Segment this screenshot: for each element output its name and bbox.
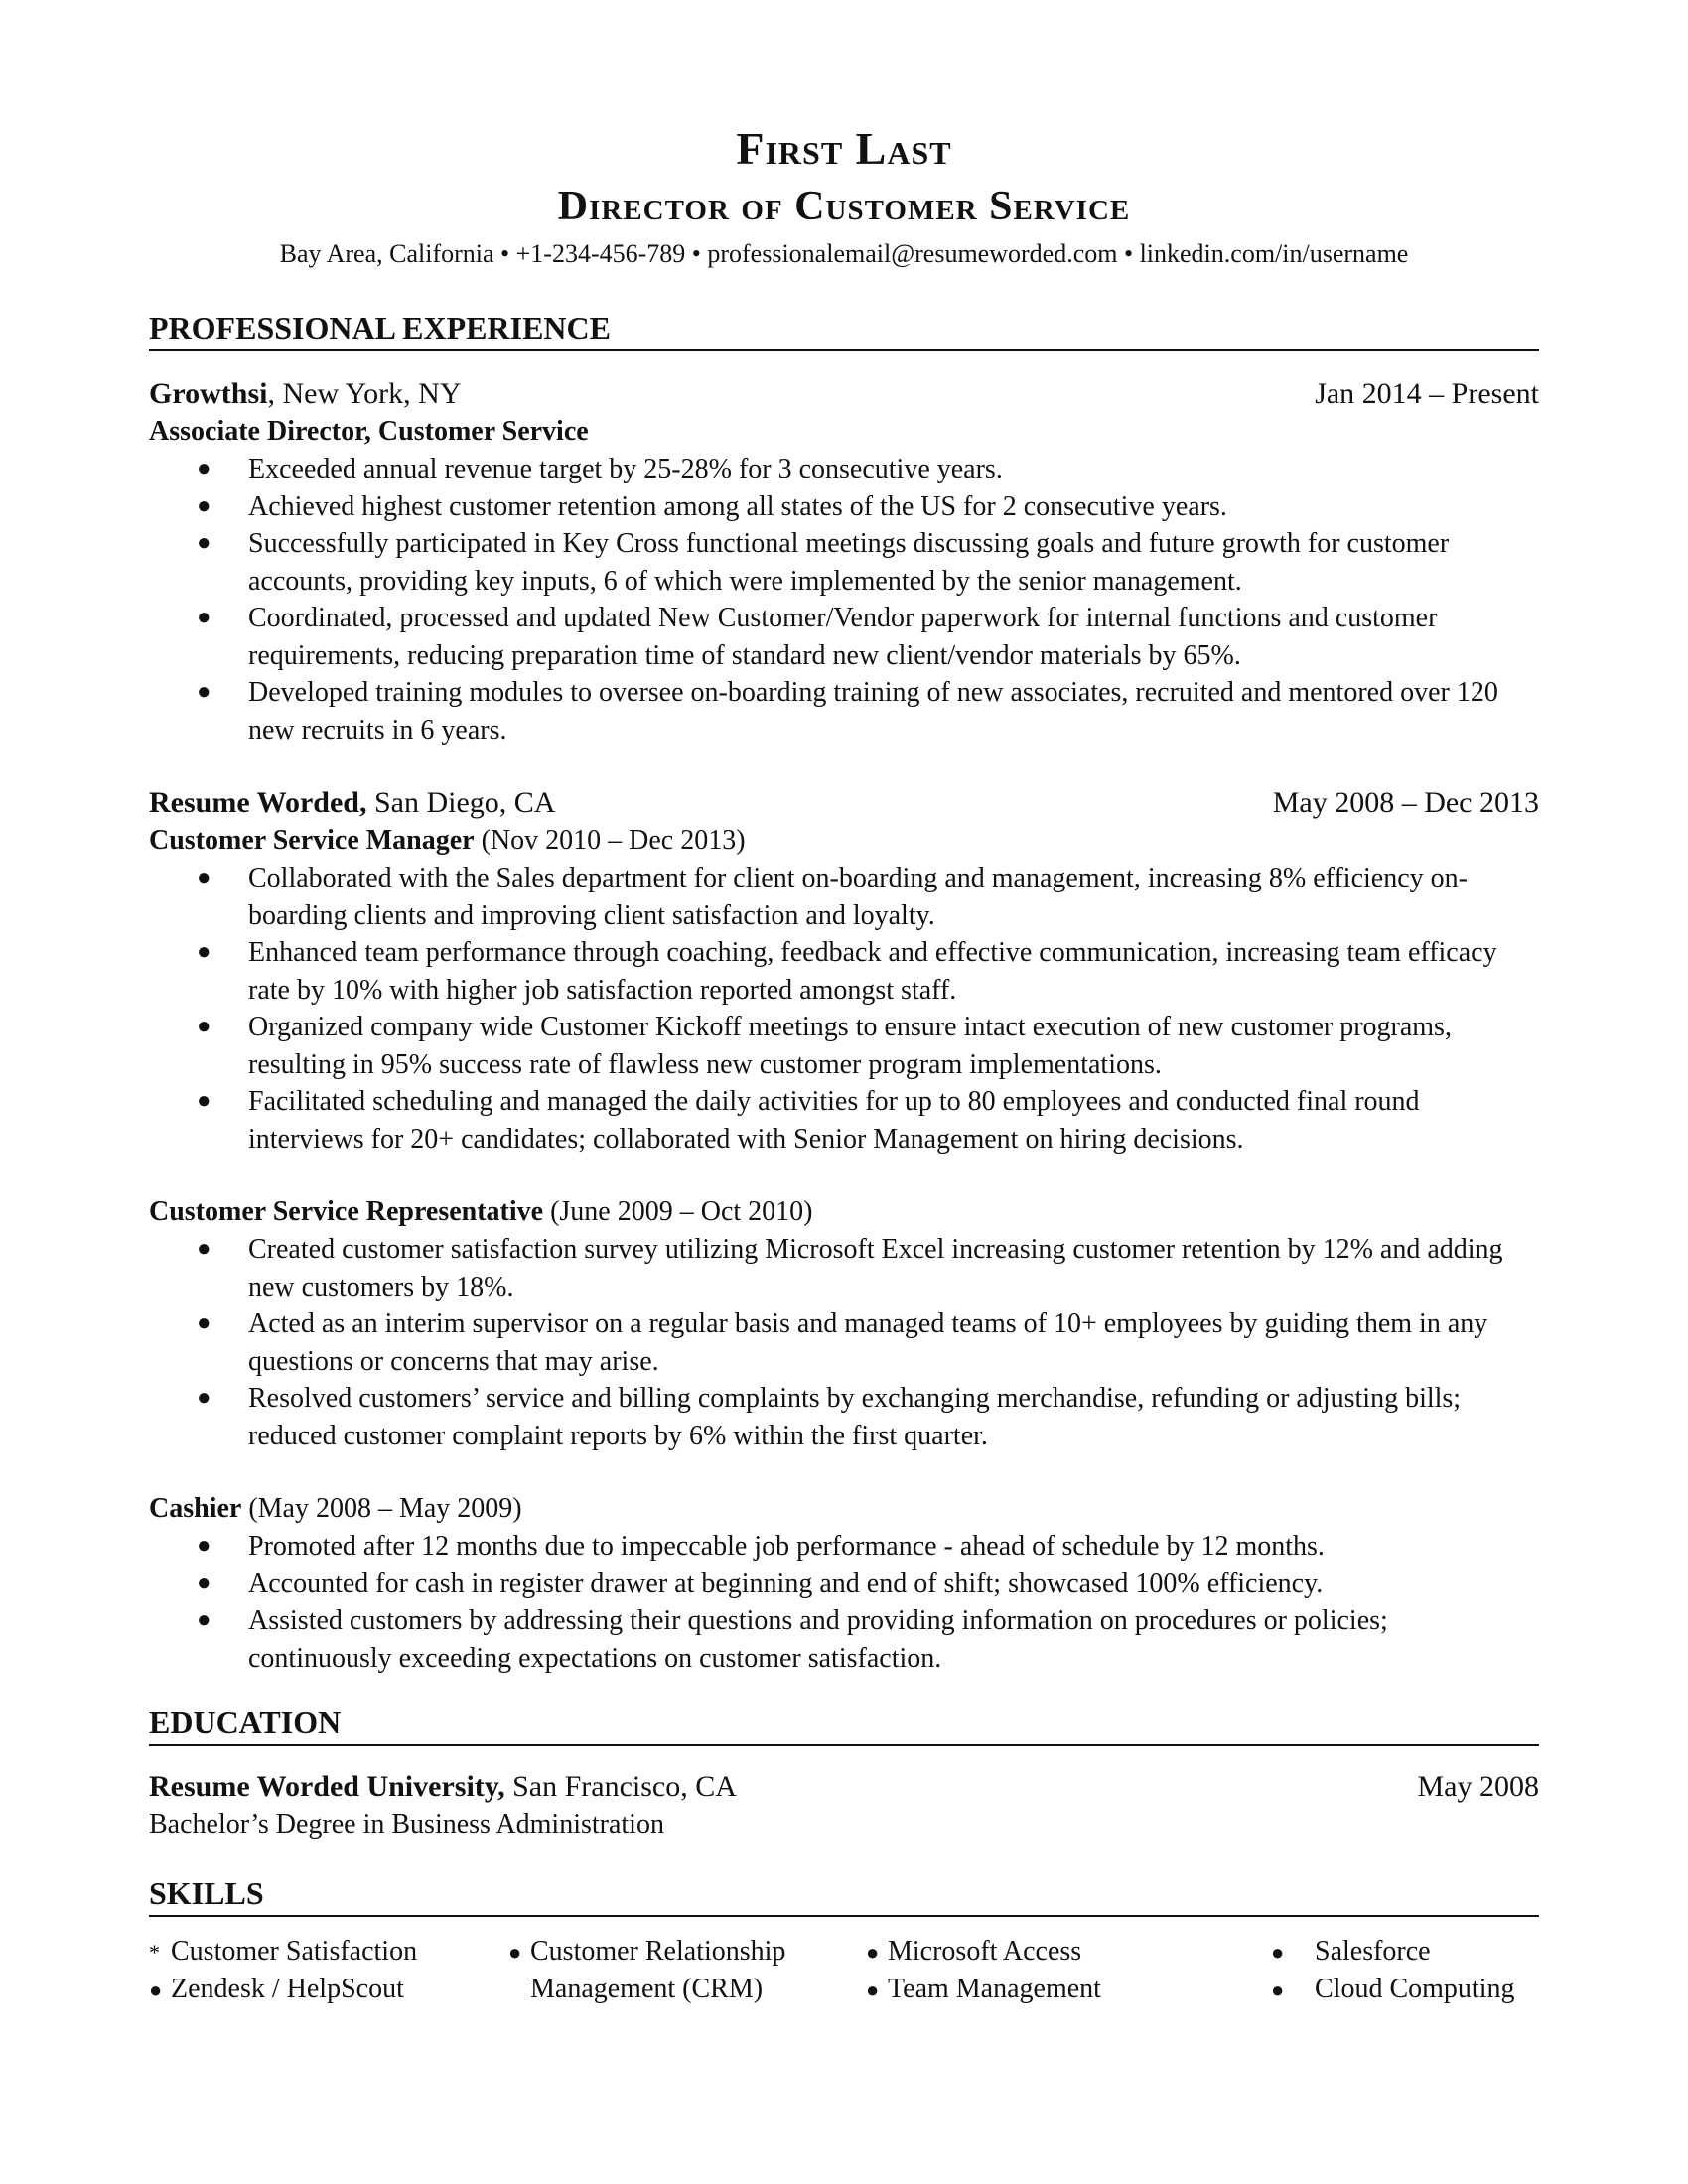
company-location: San Diego, CA: [366, 786, 556, 819]
list-item: ● Accounted for cash in register drawer at beginning and end of shift; showcased 100% efficiency.: [197, 1568, 1324, 1599]
list-item: ● Successfully participated in Key Cross functional meetings discussing goals and future growth for customer accounts, providing key inputs, 6 of which were implemented by the senior management.: [197, 528, 1450, 597]
job-dates: Jan 2014 – Present: [1315, 377, 1539, 410]
list-item: ● Assisted customers by addressing their questions and providing information on procedures or policies; continuously exceeding expectations on customer satisfaction.: [197, 1605, 1388, 1674]
list-item: ● Promoted after 12 months due to impeccable job performance - ahead of schedule by 12 months.: [197, 1531, 1325, 1562]
job-title: Director of Customer Service: [557, 184, 1131, 229]
bullet-list-growthsi: [149, 451, 1539, 749]
role-period: (June 2009 – Oct 2010): [543, 1196, 813, 1227]
list-item: ● Exceeded annual revenue target by 25-28% for 3 consecutive years.: [197, 454, 1003, 484]
role-line: [149, 1490, 1539, 1528]
role-title: Customer Service Representative: [149, 1196, 544, 1227]
resume-page: [149, 119, 1539, 2012]
bullet-list-representative: [149, 1231, 1539, 1454]
role-title: Cashier: [149, 1493, 242, 1524]
role-period: (Nov 2010 – Dec 2013): [474, 825, 746, 856]
company-name: Resume Worded,: [149, 786, 367, 819]
candidate-name: First Last: [736, 123, 952, 174]
list-item: ● Developed training modules to oversee on-boarding training of new associates, recruited and mentored over 120 new recruits in 6 years.: [197, 677, 1498, 746]
school-name: Resume Worded University,: [149, 1770, 505, 1803]
school-location: San Francisco, CA: [504, 1770, 737, 1803]
skill-item: ● Cloud Computing: [1271, 1974, 1515, 2004]
job-header-resume-worded: [149, 784, 1539, 822]
skills-grid: [149, 1933, 1539, 2012]
list-item: ● Created customer satisfaction survey utilizing Microsoft Excel increasing customer retention by 12% and adding new customers by 18%.: [197, 1234, 1503, 1302]
school-line: [149, 1768, 737, 1806]
list-item: ● Organized company wide Customer Kickoff meetings to ensure intact execution of new customer programs, resulting in 95% success rate of flawless new customer program implementations.: [197, 1012, 1452, 1080]
list-item: ● Facilitated scheduling and managed the daily activities for up to 80 employees and conducted final round interviews for 20+ candidates; collaborated with Senior Management on hiring decisions.: [197, 1086, 1420, 1155]
section-heading-education: EDUCATION: [149, 1703, 1539, 1746]
list-item: ● Achieved highest customer retention among all states of the US for 2 consecutive years.: [197, 490, 1227, 522]
role-title: Associate Director, Customer Service: [149, 416, 589, 447]
section-heading-experience: PROFESSIONAL EXPERIENCE: [149, 308, 1539, 351]
graduation-date: May 2008: [1417, 1770, 1539, 1803]
role-line: [149, 1193, 1539, 1231]
role-line: [149, 413, 1539, 451]
role-title: Customer Service Manager: [149, 825, 475, 856]
skill-item: ● Microsoft Access: [866, 1936, 1082, 1967]
company-location: , New York, NY: [267, 377, 462, 410]
job-dates: May 2008 – Dec 2013: [1272, 786, 1539, 819]
company-name: Growthsi: [149, 377, 268, 410]
skill-item: * Customer Satisfaction: [149, 1936, 418, 1967]
list-item: ● Enhanced team performance through coaching, feedback and effective communication, increasing team efficacy rate by 10% with higher job satisfaction reported amongst staff.: [197, 937, 1497, 1006]
education-header: [149, 1768, 1539, 1806]
job-header-growthsi: [149, 375, 1539, 413]
degree: Bachelor’s Degree in Business Administration: [149, 1809, 664, 1840]
role-period: (May 2008 – May 2009): [241, 1493, 522, 1524]
skill-item: ● Customer Relationship: [508, 1936, 786, 1967]
list-item: ● Collaborated with the Sales department for client on-boarding and management, increasing 8% efficiency on-boarding clients and improving client satisfaction and loyalty.: [197, 863, 1468, 931]
skill-item: ● Team Management: [866, 1974, 1101, 2004]
section-heading-skills: SKILLS: [149, 1873, 1539, 1917]
company-line: [149, 375, 461, 413]
skill-item: ● Salesforce: [1271, 1936, 1431, 1967]
list-item: ● Acted as an interim supervisor on a regular basis and managed teams of 10+ employees by guiding them in any questions or concerns that may arise.: [197, 1308, 1488, 1377]
skill-item: Management (CRM): [530, 1974, 764, 2004]
bullet-list-manager: [149, 860, 1539, 1158]
role-line: [149, 822, 1539, 860]
list-item: ● Resolved customers’ service and billing complaints by exchanging merchandise, refunding or adjusting bills; reduced customer complaint reports by 6% within the first quarter.: [197, 1383, 1462, 1451]
skill-item: ● Zendesk / HelpScout: [149, 1974, 404, 2004]
contact-line: Bay Area, California • +1-234-456-789 • professionalemail@resumeworded.com • linkedin.com/in/username: [279, 239, 1409, 268]
company-line: [149, 784, 555, 822]
list-item: ● Coordinated, processed and updated New Customer/Vendor paperwork for internal functions and customer requirements, reducing preparation time of standard new client/vendor materials by 65%.: [197, 603, 1438, 671]
bullet-list-cashier: [149, 1528, 1539, 1677]
